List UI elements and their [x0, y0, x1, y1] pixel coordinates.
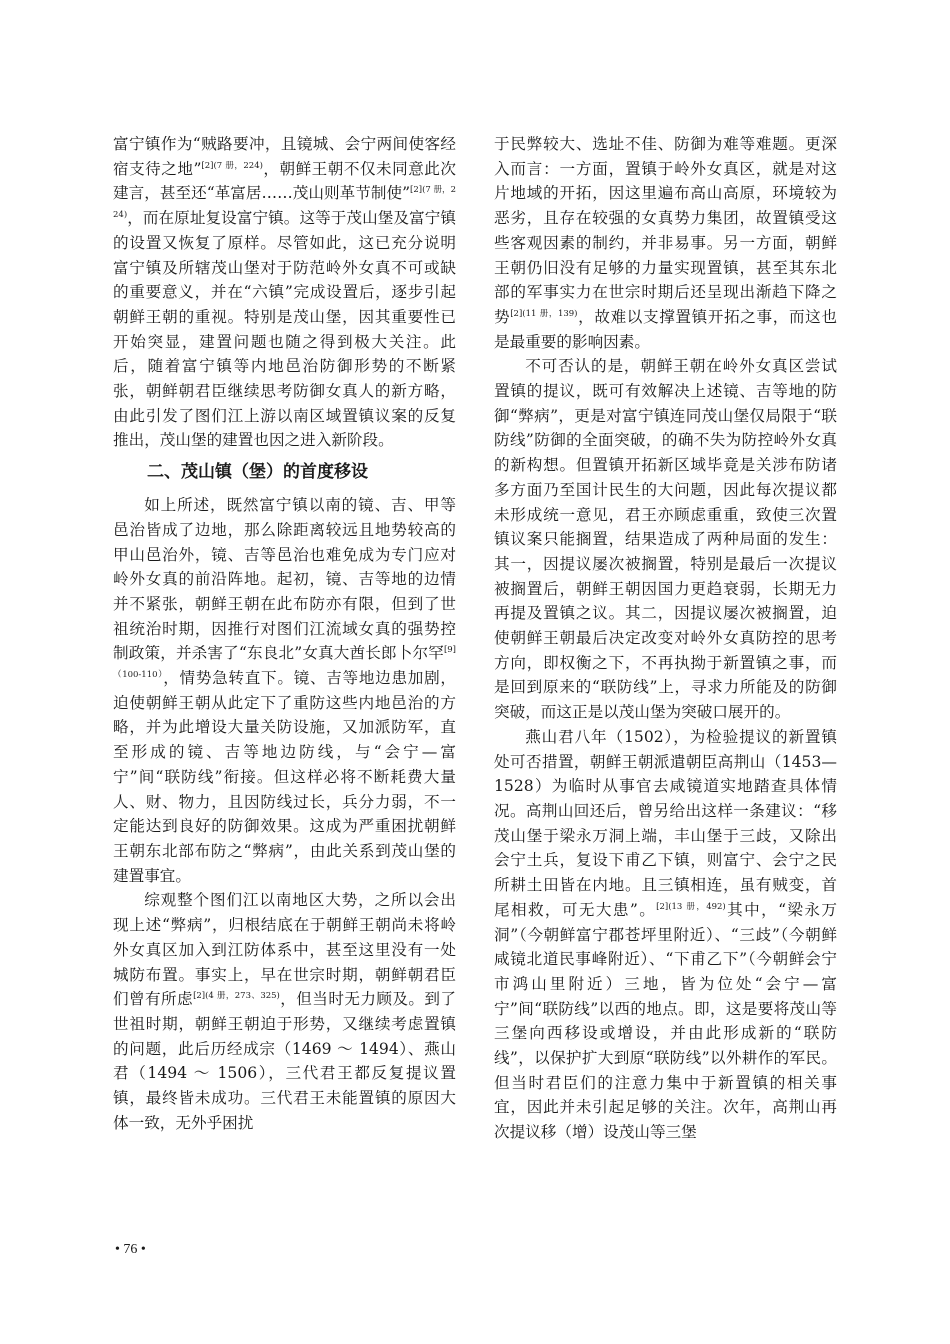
paragraph-text: 其中，“梁永万洞”（今朝鲜富宁郡苍坪里附近）、“三歧”（今朝鲜咸镜北道民事峰附近）、“下甫乙下”（今朝鲜会宁市鸿山里附近）三地，皆为位处“会宁—富宁”间“联防线”以西的地点。即，这是要将茂山等三堡向西移设或增设，并由此形成新的“联防线”，以保护扩大到原“联防线”以外耕作的军民。但当时君臣们的注意力集中于新置镇的相关事宜，因此并未引起足够的关注。次年，高荆山再次提议移（增）设茂山等三堡 — [494, 900, 837, 1142]
citation-marker: [2](11 册，139) — [510, 308, 578, 319]
body-paragraph — [113, 493, 456, 888]
body-paragraph — [113, 132, 456, 453]
paragraph-text: 如上所述，既然富宁镇以南的镜、吉、甲等邑治皆成了边地，那么除距离较远且地势较高的甲山邑治外，镜、吉等邑治也难免成为专门应对岭外女真的前沿阵地。起初，镜、吉等地的边情并不紧张，朝鲜王朝在此布防亦有限，但到了世祖统治时期，因推行对图们江流域女真的强势控制政策，并杀害了“东良北”女真大酋长郎卜尔罕 — [113, 496, 456, 663]
citation-marker: [2](7 册，224) — [201, 160, 263, 171]
citation-marker: [2](7 册，224) — [113, 185, 456, 221]
paragraph-text: 富宁镇作为“贼路要冲，且镜城、会宁两间使客经宿支待之地” — [113, 135, 456, 178]
paragraph-text: 综观整个图们江以南地区大势，之所以会出现上述“弊病”，归根结底在于朝鲜王朝尚未将岭外女真区加入到江防体系中，甚至这里没有一处城防布置。事实上，早在世宗时期，朝鲜朝君臣们曾有所虑 — [113, 891, 456, 1009]
citation-marker: [9]（100-110） — [113, 645, 456, 681]
paragraph-text: ，故难以支撑置镇开拓之事，而这也是最重要的影响因素。 — [494, 307, 837, 351]
section-heading: 二、茂山镇（堡）的首度移设 — [147, 462, 368, 483]
paragraph-text: 于民弊较大、选址不佳、防御为难等难题。更深入而言：一方面，置镇于岭外女真区，就是对这片地域的开拓，因这里遍布高山高原，环境较为恶劣，且存在较强的女真势力集团，故置镇受这些客观因素的制约，并非易事。另一方面，朝鲜王朝仍旧没有足够的力量实现置镇，甚至其东北部的军事实力在世宗时期后还呈现出渐趋下降之势 — [494, 135, 837, 326]
paragraph-text: ，情势急转直下。镜、吉等地边患加剧，迫使朝鲜王朝从此定下了重防这些内地邑治的方略，并为此增设大量关防设施，又加派防军，直至形成的镜、吉等地边防线，与“会宁—富宁”间“联防线”衔接。但这样必将不断耗费大量人、财、物力，且因防线过长，兵分力弱，不一定能达到良好的防御效果。这成为严重困扰朝鲜王朝东北部布防之“弊病”，由此关系到茂山堡的建置事宜。 — [113, 669, 456, 885]
right-column — [494, 132, 837, 1145]
citation-marker: [2](13 册，492) — [656, 901, 726, 912]
paragraph-text: 燕山君八年（1502），为检验提议的新置镇处可否措置，朝鲜王朝派遣朝臣高荆山（1453—1528）为临时从事官去咸镜道实地踏查具体情况。高荆山回还后，曾另给出这样一条建议：“移茂山堡于梁永万洞上端，丰山堡于三歧，又除出会宁土兵，复设下甫乙下镇，则富宁、会宁之民所耕土田皆在内地。且三镇相连，虽有贼变，首尾相救，可无大患”。 — [494, 727, 837, 919]
body-paragraph — [494, 354, 837, 725]
paragraph-text: ，朝鲜王朝不仅未同意此次建言，甚至还“革富居……茂山则革节制使” — [113, 159, 456, 203]
paragraph-text: 不可否认的是，朝鲜王朝在岭外女真区尝试置镇的提议，既可有效解决上述镜、吉等地的防御“弊病”，更是对富宁镇连同茂山堡仅局限于“联防线”防御的全面突破，的确不失为防控岭外女真的新构想。但置镇开拓新区域毕竟是关涉布防诸多方面乃至国计民生的大问题，因此每次提议都未形成统一意见，君王亦顾虑重重，致使三次置镇议案只能搁置，结果造成了两种局面的发生：其一，因提议屡次被搁置，特别是最后一次提议被搁置后，朝鲜王朝因国力更趋衰弱，长期无力再提及置镇之议。其二，因提议屡次被搁置，迫使朝鲜王朝最后决定改变对岭外女真防控的思考方向，即权衡之下，不再执拗于新置镇之事，而是回到原来的“联防线”上，寻求力所能及的防御突破，而这正是以茂山堡为突破口展开的。 — [494, 357, 837, 722]
citation-marker: [2](4 册，273、325) — [193, 991, 280, 1002]
left-column — [113, 132, 456, 1135]
body-paragraph — [494, 725, 837, 1145]
page-number: • 76 • — [115, 1242, 146, 1257]
body-paragraph — [494, 132, 837, 354]
body-paragraph — [113, 888, 456, 1135]
paragraph-text: ，而在原址复设富宁镇。这等于茂山堡及富宁镇的设置又恢复了原样。尽管如此，这已充分说明富宁镇及所辖茂山堡对于防范岭外女真不可或缺的重要意义，并在“六镇”完成设置后，逐步引起朝鲜王朝的重视。特别是茂山堡，因其重要性已开始突显，建置问题也随之得到极大关注。此后，随着富宁镇等内地邑治防御形势的不断紧张，朝鲜朝君臣继续思考防御女真人的新方略，由此引发了图们江上游以南区域置镇议案的反复推出，茂山堡的建置也因之进入新阶段。 — [113, 209, 456, 450]
paragraph-text: ，但当时无力顾及。到了世祖时期，朝鲜王朝迫于形势，又继续考虑置镇的问题，此后历经成宗（1469 ～ 1494）、燕山君（1494 ～ 1506），三代君王都反复提议置镇，最终皆未成功。三代君王未能置镇的原因大体一致，无外乎困扰 — [113, 990, 456, 1132]
